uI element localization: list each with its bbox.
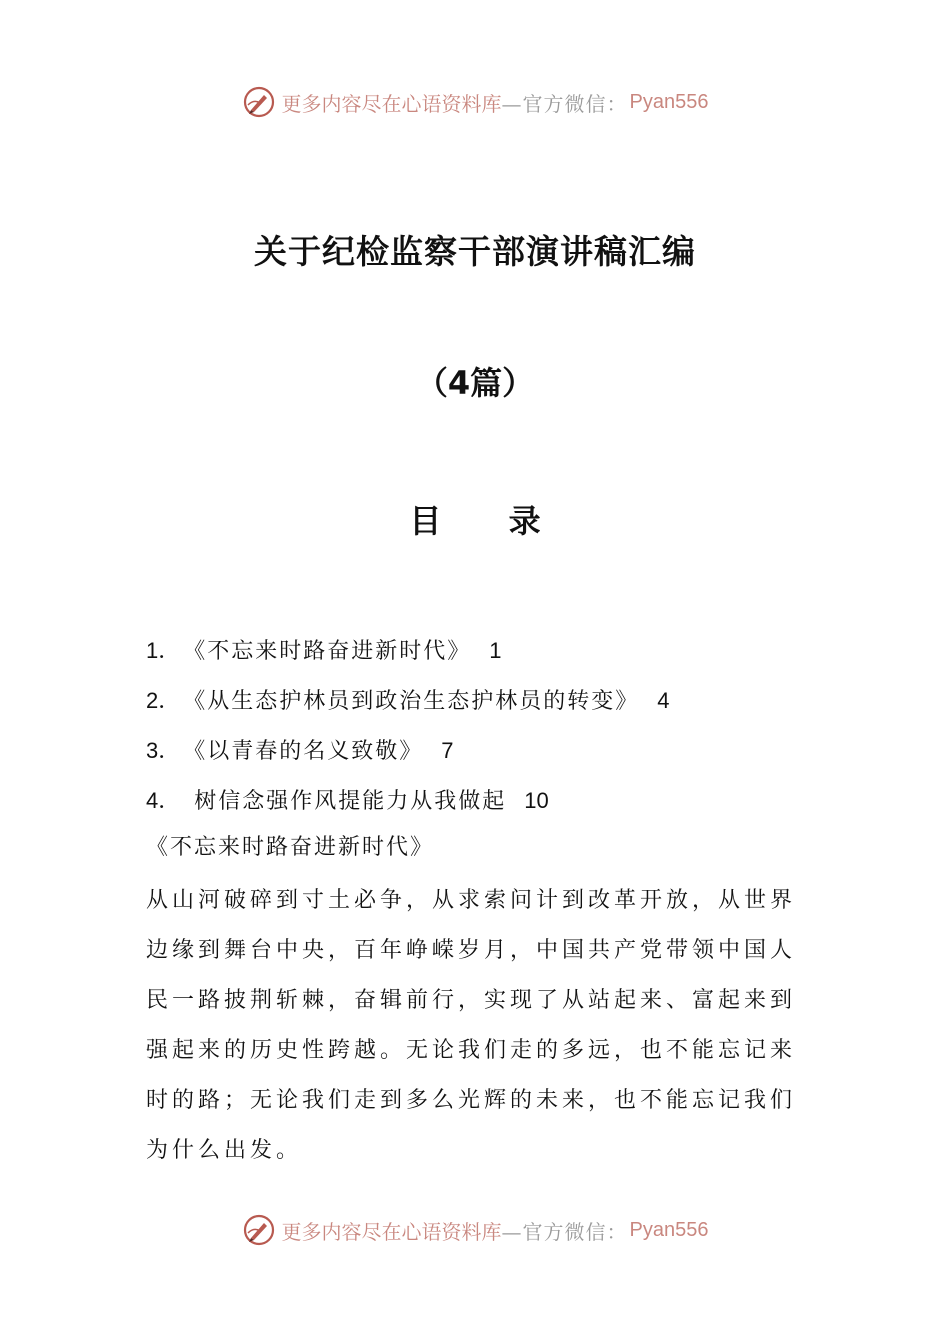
toc-item[interactable] (146, 776, 826, 826)
pen-logo-icon (242, 1213, 276, 1247)
body-line: 强起来的历史性跨越。无论我们走的多远，也不能忘记来 (146, 1038, 797, 1063)
watermark-wechat-label: —官方微信： (501, 91, 628, 116)
toc-item-title: 树信念强作风提能力从我做起 (194, 789, 507, 814)
header-watermark (0, 80, 950, 124)
toc-item-title: 《以青春的名义致敬》 (194, 739, 424, 764)
watermark-site-text: 更多内容尽在心语资料库 (281, 91, 502, 116)
toc-item[interactable] (146, 626, 826, 676)
document-count: （4篇） (415, 364, 535, 402)
body-line: 边缘到舞台中央，百年峥嵘岁月，中国共产党带领中国人 (146, 938, 797, 963)
toc-item-number: 1． (146, 638, 181, 663)
table-of-contents (146, 626, 826, 826)
watermark-wechat-id: Pyan556 (629, 1218, 709, 1241)
pen-logo-icon (242, 85, 276, 119)
toc-item-number: 3． (146, 738, 181, 763)
toc-item-page: 7 (441, 738, 454, 763)
toc-item-title: 《不忘来时路奋进新时代》 (194, 639, 472, 664)
body-line: 时的路；无论我们走到多么光辉的未来，也不能忘记我们 (146, 1088, 797, 1113)
toc-item-page: 1 (489, 638, 502, 663)
toc-item[interactable] (146, 676, 826, 726)
toc-item-title: 《从生态护林员到政治生态护林员的转变》 (194, 689, 640, 714)
section-title: 《不忘来时路奋进新时代》 (146, 835, 435, 860)
footer-watermark (0, 1208, 950, 1252)
toc-heading: 目 录 (409, 502, 569, 540)
toc-item-number: 4． (146, 788, 181, 813)
body-line: 从山河破碎到寸土必争，从求索问计到改革开放，从世界 (146, 888, 797, 913)
body-paragraph (146, 876, 796, 1176)
body-line: 为什么出发。 (146, 1138, 303, 1163)
watermark-wechat-label: —官方微信： (501, 1219, 628, 1244)
watermark-wechat-id: Pyan556 (629, 90, 709, 113)
body-line: 民一路披荆斩棘，奋辑前行，实现了从站起来、富起来到 (146, 988, 797, 1013)
toc-item-page: 10 (524, 788, 549, 813)
toc-item-page: 4 (657, 688, 670, 713)
toc-item-number: 2． (146, 688, 181, 713)
watermark-site-text: 更多内容尽在心语资料库 (281, 1219, 502, 1244)
document-title: 关于纪检监察干部演讲稿汇编 (254, 232, 696, 271)
toc-item[interactable] (146, 726, 826, 776)
